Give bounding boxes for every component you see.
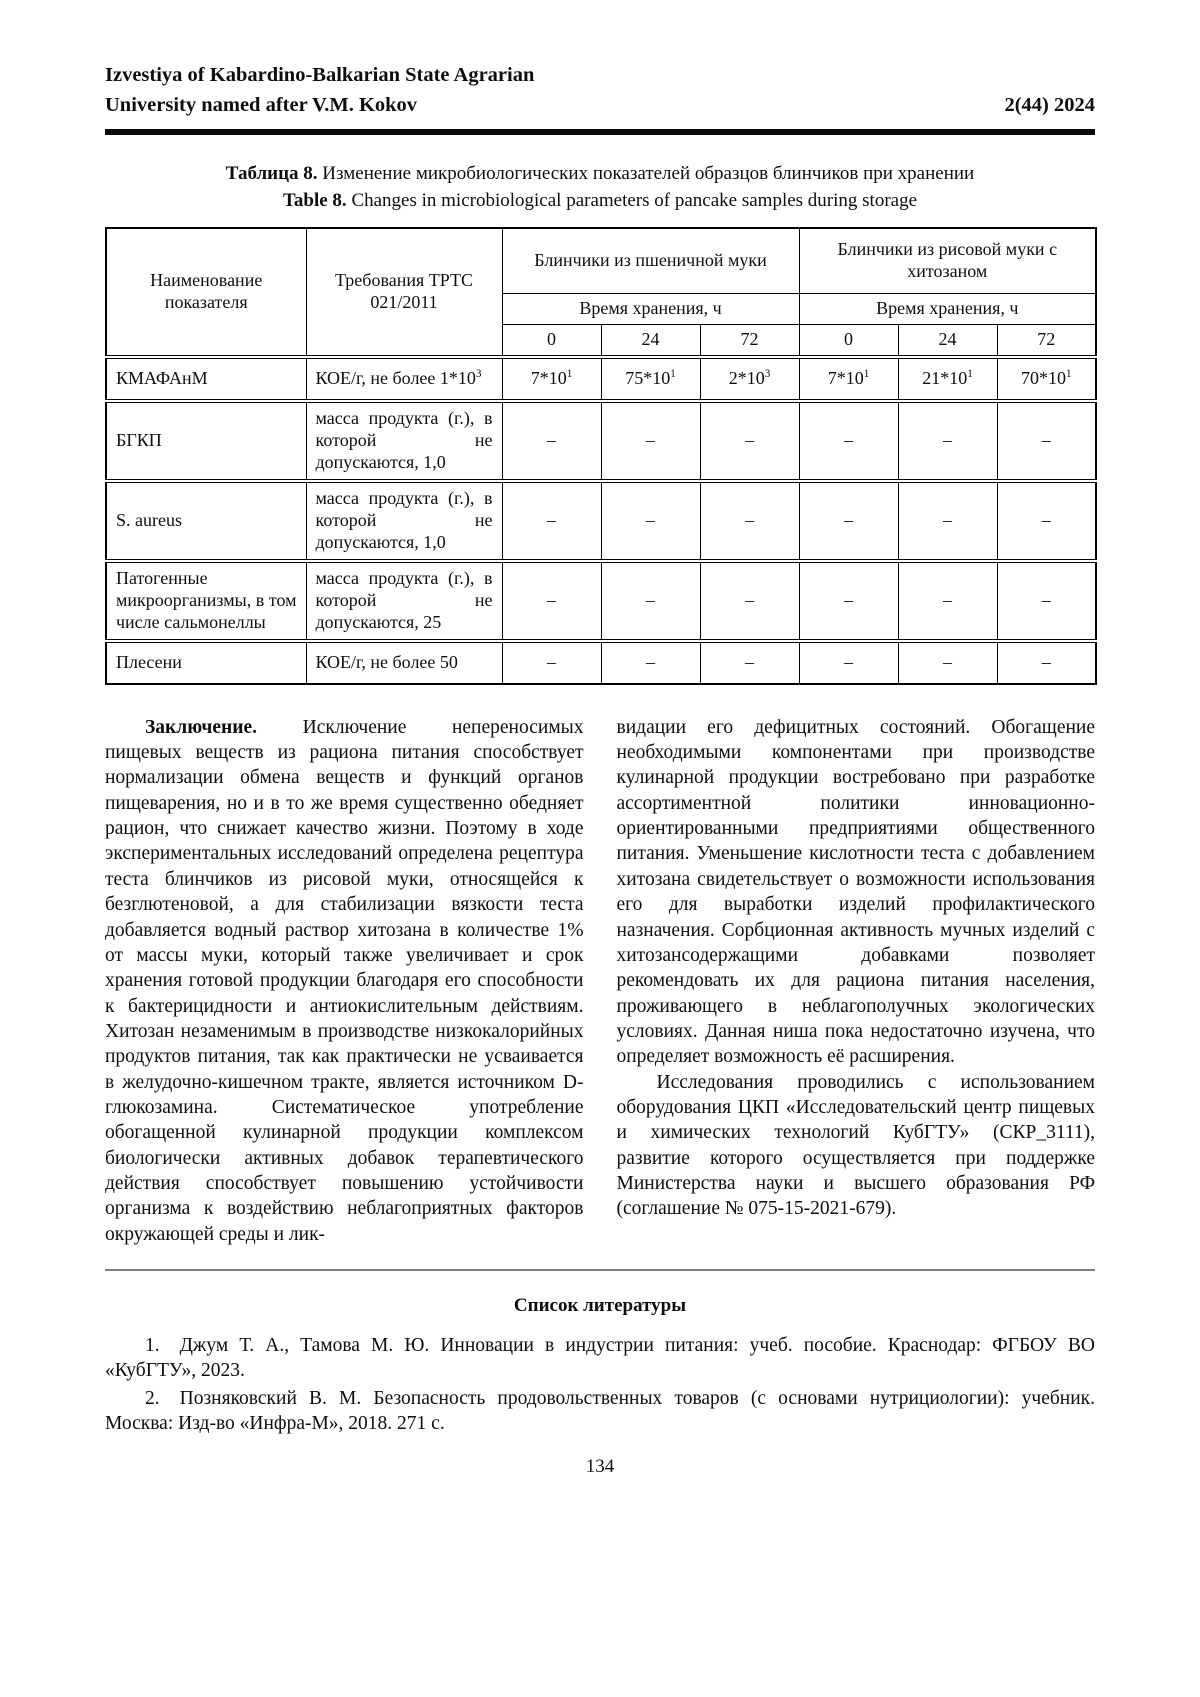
cell-value bbox=[799, 481, 898, 561]
cell-value bbox=[799, 641, 898, 684]
table-caption-en-label: Table 8. bbox=[282, 190, 347, 212]
journal-header bbox=[105, 62, 1095, 135]
cell-value bbox=[601, 641, 700, 684]
body-text-columns bbox=[105, 715, 1095, 1247]
value-text: – bbox=[1041, 510, 1051, 531]
references-list bbox=[105, 1333, 1095, 1436]
value-text: 75*10 bbox=[625, 368, 671, 389]
reference-text: Позняковский В. М. Безопасность продовольственных товаров (с основами нутрициологии): учебник. Москва: Изд-во «Инфра-М», 2018. 271 с. bbox=[105, 1387, 1095, 1434]
value-text: – bbox=[1041, 430, 1051, 451]
value-text: – bbox=[646, 510, 655, 531]
value-text: – bbox=[745, 589, 755, 610]
header-group-rice-chitosan: Блинчики из рисовой муки с хитозаном bbox=[799, 228, 1096, 294]
table-header-row-groups bbox=[106, 228, 1096, 294]
table-caption-ru-label: Таблица 8. bbox=[225, 163, 318, 185]
value-text: – bbox=[1041, 589, 1051, 610]
value-text: – bbox=[1041, 651, 1051, 672]
cell-value bbox=[502, 561, 601, 641]
requirement-text: масса продукта (г.), в которой не допускаются, 1,0 bbox=[315, 488, 493, 552]
requirement-text: КОЕ/г, не более 1*10 bbox=[315, 368, 476, 389]
value-exponent: 1 bbox=[863, 368, 870, 381]
value-text: – bbox=[943, 510, 953, 531]
microbiology-table bbox=[105, 227, 1097, 684]
table-header bbox=[106, 228, 1096, 357]
cell-parameter-name: S. aureus bbox=[106, 481, 306, 561]
table-caption-ru-text: Изменение микробиологических показателей образцов блинчиков при хранении bbox=[322, 163, 975, 185]
cell-value bbox=[700, 561, 799, 641]
value-exponent: 1 bbox=[670, 368, 676, 381]
table-row-s-aureus bbox=[106, 481, 1096, 561]
page-number: 134 bbox=[585, 1456, 615, 1478]
value-text: – bbox=[547, 430, 556, 451]
value-text: – bbox=[745, 510, 755, 531]
tick-hour: 0 bbox=[502, 325, 601, 357]
value-text: – bbox=[844, 430, 854, 451]
cell-value bbox=[601, 401, 700, 481]
cell-requirement bbox=[306, 561, 502, 641]
cell-parameter-name: КМАФАнМ bbox=[106, 357, 306, 401]
cell-value bbox=[700, 481, 799, 561]
table-row-molds bbox=[106, 641, 1096, 684]
value-text: 7*10 bbox=[530, 368, 567, 389]
requirement-text: масса продукта (г.), в которой не допускаются, 1,0 bbox=[315, 408, 493, 473]
table-row-kmafanm bbox=[106, 357, 1096, 401]
value-text: – bbox=[547, 510, 556, 531]
tick-hour: 72 bbox=[997, 325, 1096, 357]
journal-title-line2-row bbox=[105, 90, 1095, 121]
conclusion-lead: Заключение. bbox=[145, 716, 258, 738]
value-exponent: 1 bbox=[967, 368, 973, 381]
value-text: – bbox=[943, 589, 953, 610]
value-text: – bbox=[943, 430, 953, 451]
cell-value bbox=[997, 481, 1096, 561]
cell-value bbox=[898, 357, 997, 401]
cell-value bbox=[898, 481, 997, 561]
header-storage-time-rice: Время хранения, ч bbox=[799, 294, 1096, 325]
cell-parameter-name: БГКП bbox=[106, 401, 306, 481]
value-text: – bbox=[943, 651, 953, 672]
cell-value bbox=[799, 561, 898, 641]
requirement-exponent: 3 bbox=[475, 368, 482, 381]
cell-value bbox=[502, 481, 601, 561]
value-text: – bbox=[745, 430, 755, 451]
table-row-pathogens bbox=[106, 561, 1096, 641]
cell-value bbox=[700, 401, 799, 481]
value-text: – bbox=[844, 589, 854, 610]
cell-value bbox=[799, 401, 898, 481]
table-caption-ru bbox=[105, 161, 1095, 188]
reference-number: 2. bbox=[145, 1387, 160, 1409]
cell-value bbox=[700, 357, 799, 401]
value-text: 70*10 bbox=[1021, 368, 1066, 389]
header-requirements: Требования ТРТС 021/2011 bbox=[306, 228, 502, 357]
value-text: 7*10 bbox=[827, 368, 864, 389]
requirement-text: масса продукта (г.), в которой не допускаются, 25 bbox=[315, 567, 493, 632]
issue-number: 2(44) 2024 bbox=[1004, 93, 1095, 116]
cell-value bbox=[997, 561, 1096, 641]
body-column-left bbox=[105, 715, 584, 1247]
cell-requirement bbox=[306, 401, 502, 481]
cell-parameter-name: Патогенные микроорганизмы, в том числе сальмонеллы bbox=[106, 561, 306, 641]
journal-title-line1: Izvestiya of Kabardino-Balkarian State Agrarian bbox=[105, 64, 535, 86]
reference-item bbox=[105, 1386, 1095, 1437]
conclusion-text: Исключение непереносимых пищевых веществ из рациона питания способствует нормализации обмена веществ и функций органов пищеварения, но и в то же время существенно обедняет рацион, что снижает качество жизни. Поэтому в ходе экспериментальных исследований определена рецептура теста блинчиков из рисовой муки, относящейся к безглютеновой, а для стабилизации вязкости теста добавляется водный раствор хитозана в количестве 1% от массы муки, который также увеличивает и срок хранения готовой продукции благодаря его способности к бактерицидности и антиокислительным действиям. Хитозан незаменимым в производстве низкокалорийных продуктов питания, так как практически не усваивается в желудочно-кишечном тракте, является источником D-глюкозамина. Систематическое употребление обогащенной кулинарной продукции комплексом биологически активных добавок терапевтического действия способствует повышению устойчивости организма к воздействию неблагоприятных факторов окружающей среды и лик- bbox=[105, 716, 584, 1245]
value-text: 21*10 bbox=[922, 368, 968, 389]
header-storage-time-wheat: Время хранения, ч bbox=[502, 294, 799, 325]
table-caption-en-text: Changes in microbiological parameters of pancake samples during storage bbox=[351, 190, 918, 212]
header-group-wheat: Блинчики из пшеничной муки bbox=[502, 228, 799, 294]
value-text: – bbox=[844, 510, 854, 531]
value-text: – bbox=[844, 651, 854, 672]
conclusion-continuation-paragraph: видации его дефицитных состояний. Обогащение необходимыми компонентами при производстве кулинарной продукции востребовано при разработке ассортиментной политики инновационно-ориентированными предприятиями общественного питания. Уменьшение кислотности теста с добавлением хитозана свидетельствует о возможности использования его для выработки изделий профилактического назначения. Сорбционная активность мучных изделий с хитозансодержащими добавками позволяет рекомендовать их для рациона питания населения, проживающего в неблагополучных экологических условиях. Данная ниша пока недостаточно изучена, что определяет возможность её расширения. bbox=[616, 716, 1095, 1068]
value-text: 2*10 bbox=[728, 368, 765, 389]
cell-value bbox=[601, 481, 700, 561]
requirement-text: КОЕ/г, не более 50 bbox=[315, 651, 458, 672]
value-exponent: 3 bbox=[764, 368, 771, 381]
cell-value bbox=[898, 561, 997, 641]
reference-text: Джум Т. А., Тамова М. Ю. Инновации в индустрии питания: учеб. пособие. Краснодар: ФГБОУ ВО «КубГТУ», 2023. bbox=[105, 1334, 1095, 1382]
value-exponent: 1 bbox=[566, 368, 573, 381]
table-row-bgkp bbox=[106, 401, 1096, 481]
cell-requirement bbox=[306, 641, 502, 684]
journal-title-line2: University named after V.M. Kokov bbox=[105, 93, 418, 116]
tick-hour: 0 bbox=[799, 325, 898, 357]
tick-hour: 24 bbox=[898, 325, 997, 357]
header-parameter-name: Наименование показателя bbox=[106, 228, 306, 357]
reference-item bbox=[105, 1333, 1095, 1384]
value-text: – bbox=[547, 589, 556, 610]
cell-value bbox=[502, 641, 601, 684]
value-text: – bbox=[547, 651, 556, 672]
header-rule bbox=[105, 129, 1095, 135]
cell-value bbox=[601, 357, 700, 401]
cell-value bbox=[502, 401, 601, 481]
cell-requirement bbox=[306, 357, 502, 401]
cell-value bbox=[898, 401, 997, 481]
conclusion-paragraph bbox=[105, 715, 584, 1247]
tick-hour: 24 bbox=[601, 325, 700, 357]
cell-value bbox=[997, 401, 1096, 481]
cell-value bbox=[898, 641, 997, 684]
body-column-right bbox=[617, 715, 1096, 1247]
cell-value bbox=[799, 357, 898, 401]
cell-value bbox=[997, 641, 1096, 684]
references-divider-rule bbox=[105, 1269, 1095, 1271]
table-caption-en bbox=[105, 188, 1095, 215]
value-text: – bbox=[745, 651, 755, 672]
value-exponent: 1 bbox=[1066, 368, 1072, 381]
tick-hour: 72 bbox=[700, 325, 799, 357]
value-text: – bbox=[646, 651, 655, 672]
cell-value bbox=[997, 357, 1096, 401]
references-heading: Список литературы bbox=[513, 1294, 687, 1316]
cell-parameter-name: Плесени bbox=[106, 641, 306, 684]
value-text: – bbox=[646, 589, 655, 610]
cell-value bbox=[700, 641, 799, 684]
value-text: – bbox=[646, 430, 655, 451]
reference-number: 1. bbox=[145, 1334, 160, 1356]
table-caption bbox=[105, 161, 1095, 215]
cell-value bbox=[502, 357, 601, 401]
cell-value bbox=[601, 561, 700, 641]
acknowledgement-paragraph: Исследования проводились с использованием оборудования ЦКП «Исследовательский центр пищевых и химических технологий КубГТУ» (СКР_3111), развитие которого осуществляется при поддержке Министерства науки и высшего образования РФ (соглашение № 075-15-2021-679). bbox=[616, 1071, 1095, 1220]
cell-requirement bbox=[306, 481, 502, 561]
